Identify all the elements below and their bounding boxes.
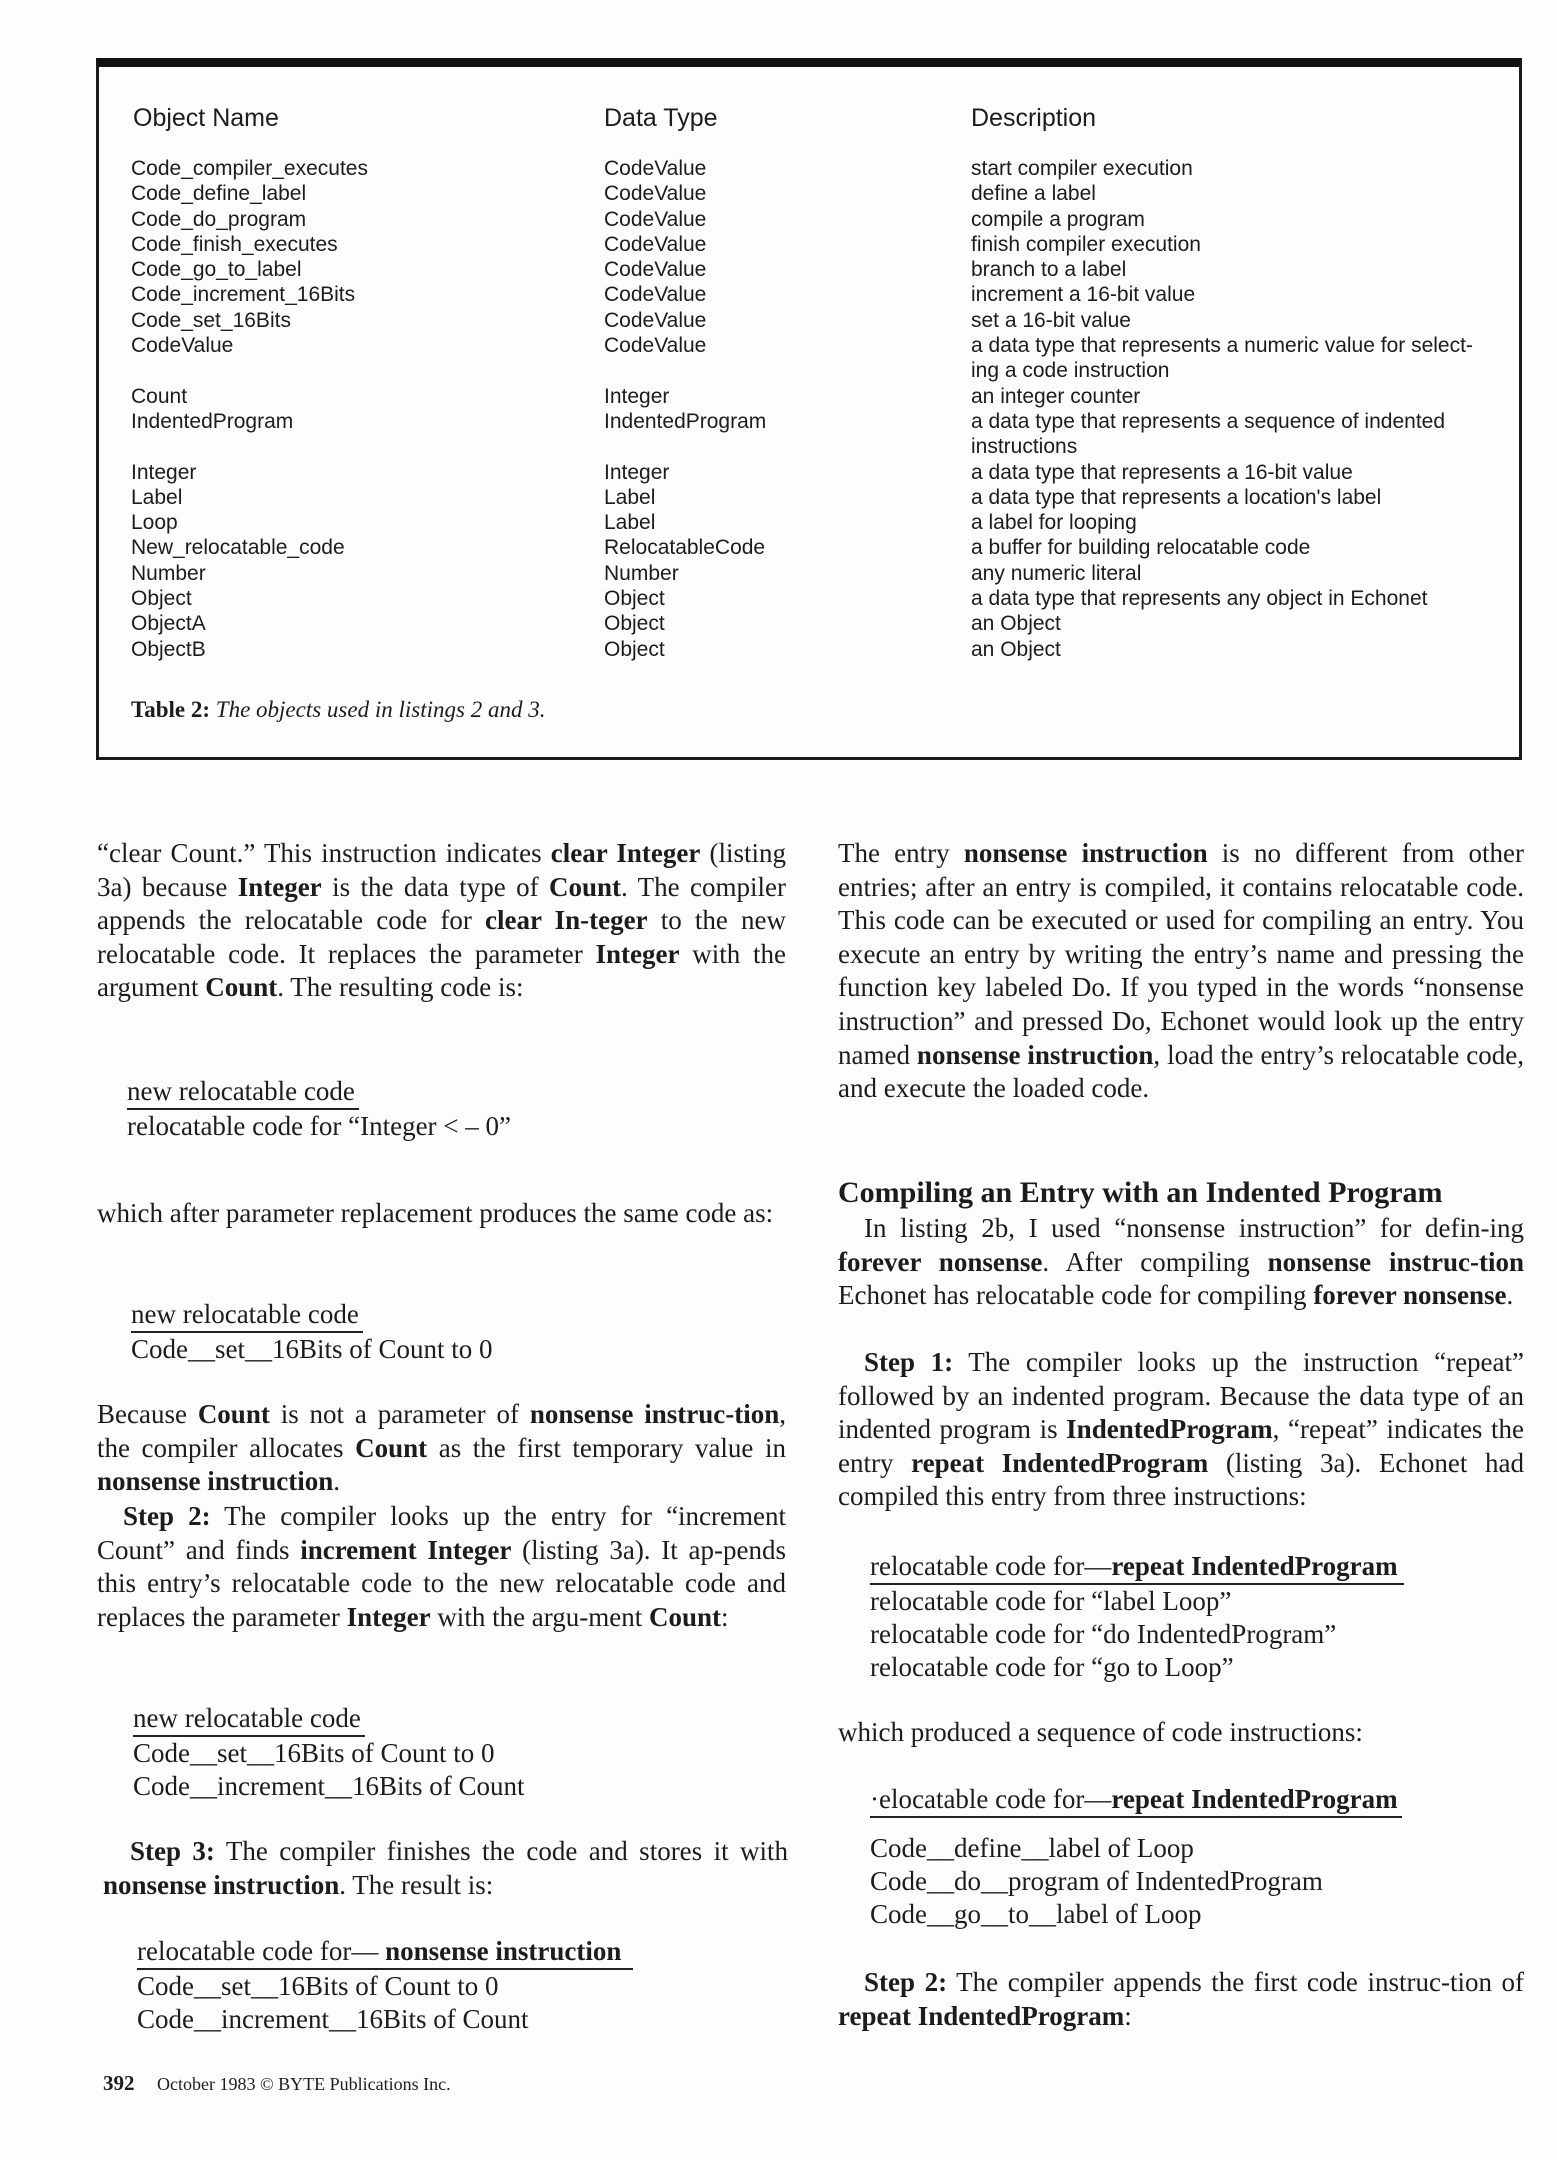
- header-object-name: Object Name: [133, 104, 279, 132]
- code-line: Code__increment__16Bits of Count: [133, 1771, 525, 1801]
- left-code-block-3: [133, 1702, 524, 1803]
- table-cell-name: ObjectB: [131, 637, 206, 661]
- code-line: Code__set__16Bits of Count to 0: [131, 1334, 493, 1364]
- table-cell-desc: an Object: [971, 612, 1061, 636]
- table-cell-type: Integer: [604, 460, 670, 484]
- code-heading: new relocatable code: [133, 1702, 365, 1737]
- table-cell-desc: an Object: [971, 637, 1061, 661]
- code-heading: ·elocatable code for—repeat IndentedProgram: [870, 1783, 1402, 1818]
- table-cell-type: CodeValue: [604, 232, 707, 256]
- table-cell-desc: a data type that represents a 16-bit value: [971, 460, 1353, 484]
- table-cell-desc: a data type that represents a location's label: [971, 485, 1382, 509]
- table-cell-type: CodeValue: [604, 182, 707, 206]
- code-line: Code__do__program of IndentedProgram: [870, 1866, 1323, 1896]
- code-line: relocatable code for “go to Loop”: [870, 1652, 1234, 1682]
- left-paragraph-5: Step 3: The compiler finishes the code and stores it with nonsense instruction. The result is:: [103, 1836, 788, 1900]
- table-cell-desc: a buffer for building relocatable code: [971, 536, 1311, 560]
- left-code-block-1: [127, 1075, 511, 1143]
- code-line: Code__go__to__label of Loop: [870, 1899, 1202, 1929]
- table-cell-type: CodeValue: [604, 283, 707, 307]
- table-cell-type: Label: [604, 485, 656, 509]
- column-data-type: [604, 156, 944, 662]
- table-cell-type: CodeValue: [604, 157, 707, 180]
- table-cell-name: CodeValue: [131, 334, 234, 358]
- page-number: 392: [103, 2071, 135, 2095]
- table-cell-desc: branch to a label: [971, 258, 1127, 282]
- table-cell-name: Code_do_program: [131, 207, 307, 231]
- table-cell-type: RelocatableCode: [604, 536, 766, 560]
- table-cell-name: Code_compiler_executes: [131, 157, 368, 180]
- table-cell-name: IndentedProgram: [131, 409, 294, 433]
- table-cell-name: Code_define_label: [131, 182, 307, 206]
- table-cell-name: New_relocatable_code: [131, 536, 345, 560]
- left-paragraph-4: Step 2: The compiler looks up the entry for “increment Count” and finds increment Integer (listing 3a). It ap-pends this entry’s relocatable code to the new relocatable code and replaces the parameter Integer with the argu-ment Count:: [97, 1501, 786, 1632]
- table-cell-name: Object: [131, 587, 192, 611]
- caption-text: The objects used in listings 2 and 3.: [215, 697, 546, 722]
- column-description: [971, 156, 1511, 662]
- table-cell-desc: start compiler execution: [971, 157, 1193, 180]
- table-cell-desc: an integer counter: [971, 384, 1141, 408]
- table-cell-name: Loop: [131, 511, 178, 535]
- table-cell-name: Code_increment_16Bits: [131, 283, 356, 307]
- table-cell-type: Object: [604, 637, 665, 661]
- left-code-block-2: [131, 1298, 493, 1366]
- right-paragraph-1: The entry nonsense instruction is no different from other entries; after an entry is compiled, it contains relocatable code. This code can be executed or used for compiling an entry. You execute an entry by writing the entry’s name and pressing the function key labeled Do. If you typed in the words “nonsense instruction” and pressed Do, Echonet would look up the entry named nonsense instruction, load the entry’s relocatable code, and execute the loaded code.: [838, 838, 1524, 1104]
- code-heading: new relocatable code: [131, 1298, 363, 1333]
- table-cell-desc: a data type that represents any object in Echonet: [971, 587, 1428, 611]
- column-object-name: [131, 156, 591, 662]
- table-cell-desc: a label for looping: [971, 511, 1137, 535]
- left-paragraph-3: Because Count is not a parameter of nonsense instruc-tion, the compiler allocates Count as the first temporary value in nonsense instruction.: [97, 1399, 787, 1497]
- page-footer: [103, 2071, 451, 2096]
- code-heading: relocatable code for—repeat IndentedProgram: [870, 1550, 1404, 1585]
- left-paragraph-1: “clear Count.” This instruction indicates clear Integer (listing 3a) because Integer is the data type of Count. The compiler appends the relocatable code for clear In-teger to the new relocatable code. It replaces the parameter Integer with the argument Count. The resulting code is:: [97, 838, 786, 1003]
- code-line: relocatable code for “do IndentedProgram”: [870, 1619, 1337, 1649]
- code-line: Code__set__16Bits of Count to 0: [137, 1971, 499, 2001]
- code-line: relocatable code for “label Loop”: [870, 1586, 1232, 1616]
- left-code-block-4: [137, 1935, 633, 2036]
- left-paragraph-2: which after parameter replacement produces the same code as:: [97, 1198, 774, 1228]
- table-cell-name: Code_finish_executes: [131, 232, 338, 256]
- right-paragraph-5: Step 2: The compiler appends the first code instruc-tion of repeat IndentedProgram:: [838, 1967, 1525, 2031]
- table-cell-type: Object: [604, 587, 665, 611]
- table-cell-name: Label: [131, 485, 183, 509]
- right-paragraph-3: Step 1: The compiler looks up the instruction “repeat” followed by an indented program. Because the data type of an indented program is IndentedProgram, “repeat” indicates the entry repeat IndentedProgram (listing 3a). Echonet had compiled this entry from three instructions:: [838, 1347, 1525, 1512]
- table-cell-name: Integer: [131, 460, 197, 484]
- table-cell-desc: a data type that represents a sequence of indented instructions: [971, 409, 1446, 459]
- table-cell-desc: define a label: [971, 182, 1096, 206]
- table-cell-type: CodeValue: [604, 334, 707, 358]
- table-cell-name: Count: [131, 384, 188, 408]
- table-cell-name: Code_set_16Bits: [131, 308, 291, 332]
- table-cell-name: Code_go_to_label: [131, 258, 302, 282]
- header-description: Description: [971, 104, 1097, 132]
- table-cell-desc: set a 16-bit value: [971, 308, 1131, 332]
- section-heading: Compiling an Entry with an Indented Program: [838, 1176, 1443, 1209]
- table-cell-type: CodeValue: [604, 308, 707, 332]
- code-heading: new relocatable code: [127, 1075, 359, 1110]
- right-code-block-2: [870, 1783, 1402, 1931]
- table-caption: [131, 697, 545, 723]
- right-code-block-1: [870, 1550, 1404, 1684]
- table-cell-desc: any numeric literal: [971, 561, 1142, 585]
- table-cell-name: Number: [131, 561, 206, 585]
- code-heading: relocatable code for— nonsense instruction: [137, 1935, 633, 1970]
- table-cell-type: CodeValue: [604, 207, 707, 231]
- table-cell-type: Object: [604, 612, 665, 636]
- table-cell-desc: a data type that represents a numeric value for select-ing a code instruction: [971, 334, 1473, 383]
- table-cell-name: ObjectA: [131, 612, 206, 636]
- code-line: Code__set__16Bits of Count to 0: [133, 1738, 495, 1768]
- table-cell-desc: increment a 16-bit value: [971, 283, 1196, 307]
- table-cell-desc: compile a program: [971, 207, 1145, 231]
- right-paragraph-4: which produced a sequence of code instructions:: [838, 1717, 1363, 1747]
- table-cell-desc: finish compiler execution: [971, 232, 1201, 256]
- caption-label: Table 2:: [131, 697, 211, 722]
- table-cell-type: CodeValue: [604, 258, 707, 282]
- code-line: relocatable code for “Integer < – 0”: [127, 1111, 512, 1141]
- table-cell-type: Label: [604, 511, 656, 535]
- code-line: Code__define__label of Loop: [870, 1833, 1194, 1863]
- right-paragraph-2: In listing 2b, I used “nonsense instruction” for defin-ing forever nonsense. After compiling nonsense instruc-tion Echonet has relocatable code for compiling forever nonsense.: [838, 1213, 1525, 1311]
- table-cell-type: Integer: [604, 384, 670, 408]
- table-cell-type: IndentedProgram: [604, 409, 767, 433]
- footer-credit: October 1983 © BYTE Publications Inc.: [157, 2074, 451, 2094]
- table-cell-type: Number: [604, 561, 679, 585]
- header-data-type: Data Type: [604, 104, 718, 132]
- code-line: Code__increment__16Bits of Count: [137, 2004, 529, 2034]
